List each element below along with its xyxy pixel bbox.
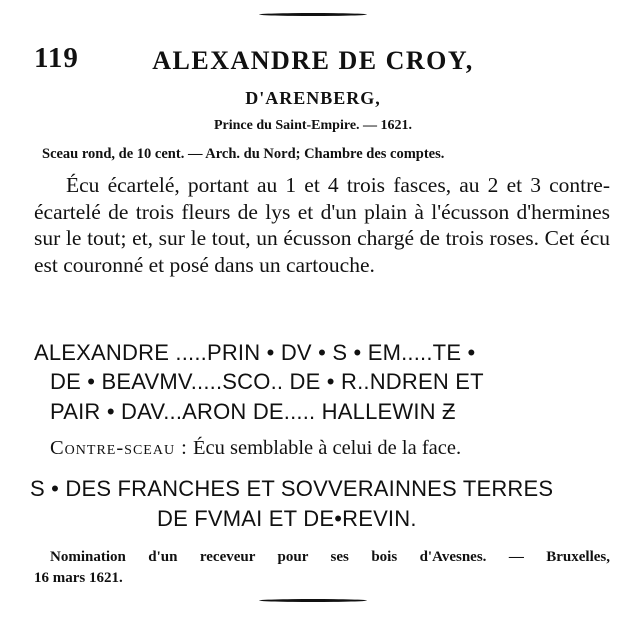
seal-description: Écu écartelé, portant au 1 et 4 trois fasces, au 2 et 3 contre-écartelé de trois fleurs de lys et d'un plain à l'écusson d'hermines sur le tout; et, sur le tout, un écusson chargé de trois roses. Cet écu est couronné et posé dans un cartouche. xyxy=(34,173,610,277)
source-note-line-1: Nomination d'un receveur pour ses bois d'Avesnes. — Bruxelles, xyxy=(50,549,610,565)
legend-line-1: ALEXANDRE .....PRIN • DV • S • EM.....TE • xyxy=(34,340,476,365)
counter-seal-text: Écu semblable à celui de la face. xyxy=(193,437,462,459)
top-ornament-rule xyxy=(259,13,367,16)
entry-title: ALEXANDRE DE CROY, xyxy=(152,46,474,75)
legend-line-3: PAIR • DAV...ARON DE..... HALLEWIN Ƶ xyxy=(50,399,456,424)
reverse-legend-line-2: DE FVMAI ET DE•REVIN. xyxy=(157,506,417,531)
counter-seal-label: Contre-sceau : xyxy=(50,437,188,459)
entry-subtitle: D'ARENBERG, xyxy=(245,88,381,108)
legend-line-2: DE • BEAVMV.....SCO.. DE • R..NDREN ET xyxy=(50,369,484,394)
rank-line: Prince du Saint-Empire. — 1621. xyxy=(213,118,413,133)
entry-number: 119 xyxy=(34,42,79,74)
counter-seal xyxy=(50,437,461,460)
source-note-line-2: 16 mars 1621. xyxy=(34,570,123,586)
bottom-ornament-rule xyxy=(259,599,367,602)
reverse-legend-line-1: S • DES FRANCHES ET SOVVERAINNES TERRES xyxy=(30,476,554,501)
seal-info: Sceau rond, de 10 cent. — Arch. du Nord; Chambre des comptes. xyxy=(42,146,445,162)
source-note xyxy=(34,547,610,589)
